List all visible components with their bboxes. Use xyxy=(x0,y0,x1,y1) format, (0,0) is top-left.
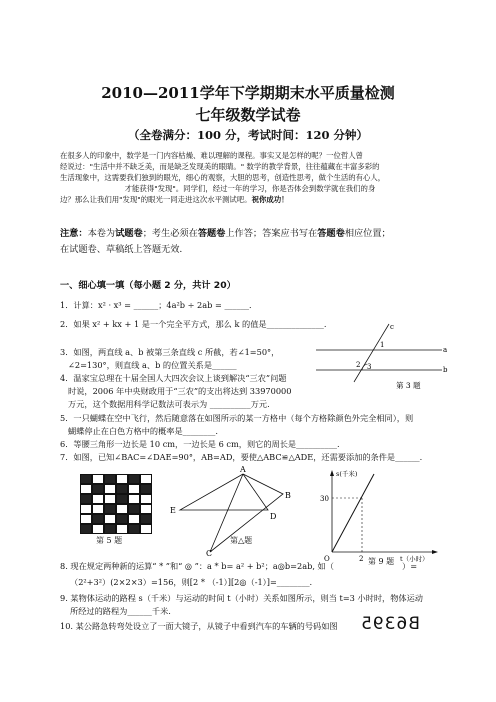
notice-text: 相应位置； xyxy=(344,228,391,239)
grid-cell xyxy=(92,474,104,484)
notice-bold: 答题卷 xyxy=(317,228,345,239)
grid-cell xyxy=(128,524,140,534)
grid-cell xyxy=(104,524,116,534)
grid-cell xyxy=(116,484,128,494)
intro-line: 生活现象中，这需要我们独到的眼光，细心的观察，大胆的思考，创造性思考，做个生活的有心人， xyxy=(60,173,386,182)
intro-paragraph xyxy=(60,150,440,205)
grid-cell xyxy=(80,494,92,504)
notice-label: 注意： xyxy=(60,228,88,239)
question-4a: 4．温家宝总理在十届全国人大四次会议上谈到解决“三农”问题 xyxy=(60,373,287,383)
mirrored-plate: B6395 xyxy=(360,614,420,634)
grid-cell xyxy=(140,474,152,484)
grid-cell xyxy=(80,504,92,514)
grid-cell xyxy=(104,474,116,484)
grid-cell xyxy=(140,504,152,514)
notice-text: 上作答；答案应书写在 xyxy=(225,228,318,239)
question-2: 2．如果 x² + kx + 1 是一个完全平方式，那么 k 的值是______________. xyxy=(60,319,327,329)
figure-7-caption: 第△题 xyxy=(230,536,253,545)
question-6: 6．等腰三角形一边长是 10 cm，一边长是 6 cm，则它的周长是__________. xyxy=(60,439,340,449)
question-8c: （2²+3²）(2×2×3）=156，则[2 * （-1）][2◎（-1）]=________. xyxy=(70,577,313,587)
label-angle-3: 3 xyxy=(367,363,372,371)
grid-cell xyxy=(128,484,140,494)
label-E: E xyxy=(170,506,176,515)
notice-bold: 试题卷 xyxy=(115,228,143,239)
question-4b: 时说，2006 年中央财政用于“三农”的支出将达到 33970000 xyxy=(68,386,292,396)
grid-cell xyxy=(104,514,116,524)
label-D: D xyxy=(270,512,277,521)
x-tick-2: 2 xyxy=(359,555,364,562)
grid-cell xyxy=(92,514,104,524)
grid-cell xyxy=(92,484,104,494)
line-c xyxy=(354,324,389,382)
intro-line: 在很多人的印象中，数学是一门内容枯燥、难以理解的课程。事实又是怎样的呢？一位哲人曾 xyxy=(60,151,364,160)
label-angle-2: 2 xyxy=(356,361,361,369)
question-5a: 5．一只蝴蝶在空中飞行，然后随意落在如图所示的某一方格中（每个方格除颜色外完全相同），则 xyxy=(60,413,414,423)
triangle-ade xyxy=(180,474,268,510)
grid-cell xyxy=(80,524,92,534)
grid-cell xyxy=(104,504,116,514)
question-9a: 9. 某物体运动的路程 s（千米）与运动的时间 t（小时）关系如图所示，则当 t=3 小时时，物体运动 xyxy=(60,593,423,603)
grid-cell xyxy=(128,514,140,524)
grid-cell xyxy=(92,504,104,514)
question-5b: 蝴蝶停止在白色方格中的概率是________. xyxy=(68,426,218,436)
label-C: C xyxy=(206,549,213,556)
exam-subtitle: 七年级数学试卷 xyxy=(195,106,301,124)
question-3b: ∠2=130°，则直线 a、b 的位置关系是______ xyxy=(68,360,237,370)
grid-cell xyxy=(140,484,152,494)
notice-text: ；考生必须在 xyxy=(142,228,198,239)
question-1: 1．计算：x² · x³ = ______；4a²b ÷ 2ab = ______． xyxy=(60,300,258,310)
grid-cell xyxy=(128,494,140,504)
grid-cell xyxy=(116,514,128,524)
label-b: b xyxy=(443,366,448,374)
x-axis-label: t（小时） xyxy=(400,555,429,562)
label-a: a xyxy=(443,346,448,354)
question-3a: 3．如图，两直线 a、b 被第三条直线 c 所截，若∠1=50°， xyxy=(60,347,280,357)
grid-cell xyxy=(128,504,140,514)
y-axis-label: s(千米) xyxy=(336,470,358,478)
question-8a: 8. 现在规定两种新的运算“ * ”和“ ◎ ”：a * b= a² + b²；a◎b=2ab, 如（ xyxy=(60,561,334,571)
exam-title: 2010—2011学年下学期期末水平质量检测 xyxy=(101,84,395,102)
label-angle-1: 1 xyxy=(380,341,385,349)
notice-text: 在试题卷、草稿纸上答题无效. xyxy=(60,244,183,255)
intro-line: 边？那么让我们用"发现"的眼光一同走进这次水平测试吧。 xyxy=(60,195,252,204)
grid-cell xyxy=(92,494,104,504)
figure-5-caption: 第 5 题 xyxy=(96,536,123,545)
distance-line xyxy=(332,474,374,552)
question-10: 10. 某公路急转弯处设立了一面大镜子，从镜子中看到汽车的车辆的号码如图 xyxy=(60,621,338,631)
grid-cell xyxy=(80,474,92,484)
grid-cell xyxy=(104,484,116,494)
grid-cell xyxy=(80,514,92,524)
intro-wish: 祝你成功！ xyxy=(251,195,289,204)
y-tick-30: 30 xyxy=(320,495,329,503)
x-arrow xyxy=(432,550,438,554)
notice xyxy=(60,226,440,258)
figure-3 xyxy=(314,322,449,392)
question-7: 7．如图，已知∠BAC=∠DAE=90°，AB=AD，要使△ABC≌△ADE，还需要添加的条件是______. xyxy=(60,452,423,462)
intro-line: 经说过："生活中并不缺乏美，而是缺乏发现美的眼睛。" 数学的教学背景，往往蕴藏在丰富多彩的 xyxy=(60,162,380,171)
section-title: 一、细心填一填（每小题 2 分，共计 20） xyxy=(60,280,236,291)
grid-cell xyxy=(116,504,128,514)
y-arrow xyxy=(330,470,334,476)
question-9b: 所经过的路程为______千米. xyxy=(70,606,171,616)
grid-cell xyxy=(140,514,152,524)
intro-line: 才能获得"发现"。同学们，经过一年的学习，你是否体会到数学就在我们的身 xyxy=(124,184,376,193)
figure-9-graph xyxy=(306,466,446,562)
exam-meta: （全卷满分：100 分，考试时间：120 分钟） xyxy=(127,128,368,142)
figure-5-grid xyxy=(80,474,152,534)
question-8b: ）= xyxy=(402,561,418,571)
grid-cell xyxy=(116,494,128,504)
grid-cell xyxy=(116,524,128,534)
grid-cell xyxy=(128,474,140,484)
figure-3-caption: 第 3 题 xyxy=(396,381,421,390)
grid-cell xyxy=(104,494,116,504)
figure-9-caption: 第 9 题 xyxy=(368,557,395,566)
grid-cell xyxy=(80,484,92,494)
label-B: B xyxy=(285,491,291,500)
origin-label: O xyxy=(324,555,330,562)
notice-bold: 答题卷 xyxy=(197,228,226,239)
label-A: A xyxy=(240,465,246,474)
grid-cell xyxy=(92,524,104,534)
grid-cell xyxy=(116,474,128,484)
grid-cell xyxy=(140,494,152,504)
notice-text: 本卷为 xyxy=(87,228,116,239)
label-c: c xyxy=(390,323,394,331)
question-4c: 万元，这个数据用科学记数法可表示为 __________万元. xyxy=(68,399,270,409)
grid-cell xyxy=(140,524,152,534)
